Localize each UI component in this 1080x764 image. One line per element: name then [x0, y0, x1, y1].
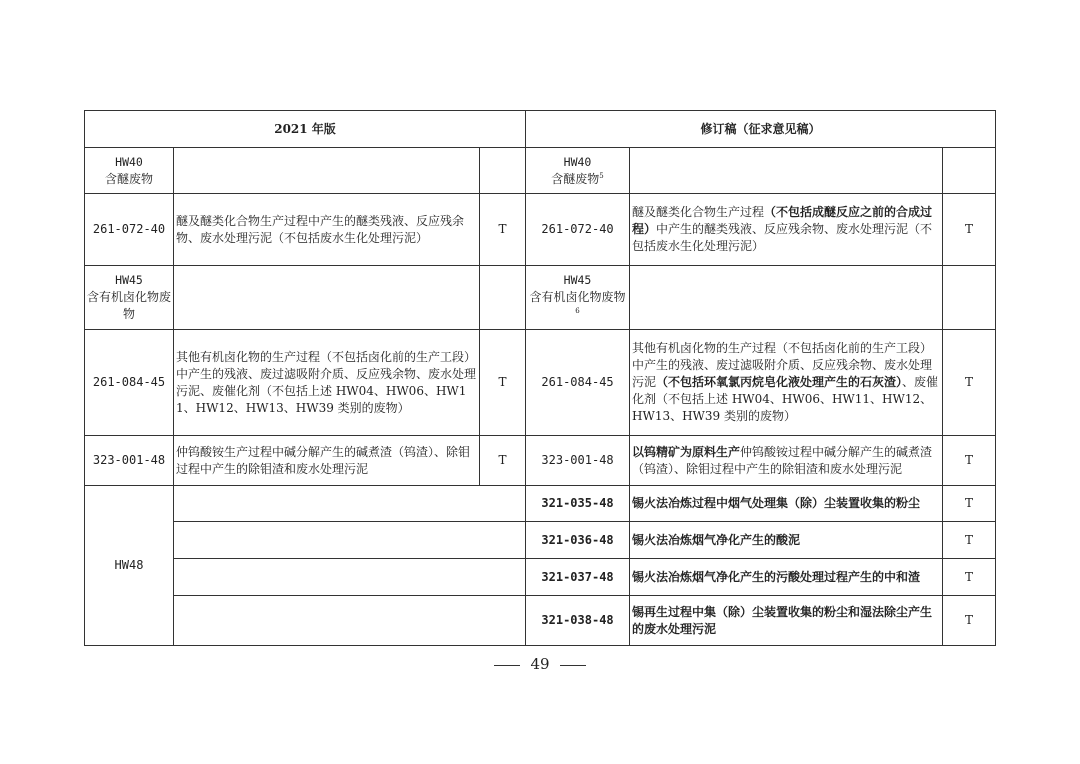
- new-category-code: HW40: [563, 154, 592, 169]
- table-row: [85, 148, 996, 194]
- new-hazard-flag: T: [943, 194, 996, 266]
- old-waste-code: 261-072-40: [85, 194, 174, 266]
- new-description: 其他有机卤化物的生产过程（不包括卤化前的生产工段）中产生的残液、废过滤吸附介质、反应残余物、废水处理污泥（不包括环氧氯丙烷皂化液处理产生的石灰渣）、废催化剂（不包括上述 HW04、HW06、HW11、HW12、HW13、HW39 类别的废物）: [630, 330, 943, 436]
- waste-comparison-table: [84, 110, 996, 646]
- new-description: [630, 266, 943, 330]
- old-hazard-flag: [480, 266, 526, 330]
- old-hazard-flag: [480, 148, 526, 194]
- new-hazard-flag: T: [943, 559, 996, 596]
- new-category-name: 含有机卤化物废物: [529, 290, 626, 304]
- table-row: [85, 559, 996, 596]
- table-row: [85, 330, 996, 436]
- old-description: 仲钨酸铵生产过程中碱分解产生的碱煮渣（钨渣）、除钼过程中产生的除钼渣和废水处理污泥: [174, 436, 480, 486]
- old-description: [174, 148, 480, 194]
- table-row: [85, 436, 996, 486]
- new-hazard-flag: [943, 266, 996, 330]
- old-waste-code: 323-001-48: [85, 436, 174, 486]
- new-waste-code: 321-035-48: [526, 486, 630, 522]
- new-category-cell: [526, 266, 630, 330]
- old-empty-cell: [174, 522, 526, 559]
- table-row: [85, 486, 996, 522]
- old-hazard-flag: T: [480, 436, 526, 486]
- new-description: 锡火法冶炼烟气净化产生的酸泥: [630, 522, 943, 559]
- footnote-marker: 5: [599, 171, 604, 180]
- hw48-category: HW48: [85, 486, 174, 646]
- old-description: 醚及醚类化合物生产过程中产生的醚类残液、反应残余物、废水处理污泥（不包括废水生化处理污泥）: [174, 194, 480, 266]
- page-number-dash-right: [560, 665, 586, 666]
- new-hazard-flag: T: [943, 330, 996, 436]
- old-description: 其他有机卤化物的生产过程（不包括卤化前的生产工段）中产生的残液、废过滤吸附介质、反应残余物、废水处理污泥、废催化剂（不包括上述 HW04、HW06、HW11、HW12、HW13、HW39 类别的废物）: [174, 330, 480, 436]
- page-number: [0, 655, 1080, 673]
- new-hazard-flag: T: [943, 522, 996, 559]
- new-waste-code: 261-072-40: [526, 194, 630, 266]
- new-description: 醚及醚类化合物生产过程（不包括成醚反应之前的合成过程）中产生的醚类残液、反应残余物、废水处理污泥（不包括废水生化处理污泥）: [630, 194, 943, 266]
- footnote-marker: 6: [575, 307, 580, 315]
- new-waste-code: 321-037-48: [526, 559, 630, 596]
- new-description: 锡火法冶炼烟气净化产生的污酸处理过程产生的中和渣: [630, 559, 943, 596]
- new-hazard-flag: [943, 148, 996, 194]
- new-waste-code: 261-084-45: [526, 330, 630, 436]
- new-hazard-flag: T: [943, 596, 996, 646]
- new-description: 锡再生过程中集（除）尘装置收集的粉尘和湿法除尘产生的废水处理污泥: [630, 596, 943, 646]
- page-number-value: 49: [530, 655, 550, 673]
- page-number-dash-left: [494, 665, 520, 666]
- new-category-code: HW45: [563, 273, 592, 287]
- old-waste-code: 261-084-45: [85, 330, 174, 436]
- old-hazard-flag: T: [480, 330, 526, 436]
- table-row: [85, 596, 996, 646]
- table-row: [85, 194, 996, 266]
- old-empty-cell: [174, 559, 526, 596]
- header-2021-version: 2021 年版: [85, 111, 526, 148]
- table-row: [85, 522, 996, 559]
- new-description: [630, 148, 943, 194]
- old-category-cell: [85, 266, 174, 330]
- old-category-cell: [85, 148, 174, 194]
- old-category-name: 含有机卤化物废物: [87, 290, 172, 321]
- new-category-name: 含醚废物: [551, 171, 600, 186]
- old-category-name: 含醚废物: [104, 171, 153, 186]
- header-revised-draft: 修订稿（征求意见稿）: [526, 111, 996, 148]
- old-category-code: HW40: [115, 154, 143, 169]
- old-category-code: HW45: [115, 273, 143, 287]
- old-description: [174, 266, 480, 330]
- old-empty-cell: [174, 486, 526, 522]
- new-description: 锡火法冶炼过程中烟气处理集（除）尘装置收集的粉尘: [630, 486, 943, 522]
- new-waste-code: 321-036-48: [526, 522, 630, 559]
- new-waste-code: 321-038-48: [526, 596, 630, 646]
- old-empty-cell: [174, 596, 526, 646]
- new-description: 以钨精矿为原料生产仲钨酸铵过程中碱分解产生的碱煮渣（钨渣）、除钼过程中产生的除钼渣和废水处理污泥: [630, 436, 943, 486]
- old-hazard-flag: T: [480, 194, 526, 266]
- table-header-row: [85, 111, 996, 148]
- new-hazard-flag: T: [943, 436, 996, 486]
- new-category-cell: [526, 148, 630, 194]
- table-row: [85, 266, 996, 330]
- new-waste-code: 323-001-48: [526, 436, 630, 486]
- new-hazard-flag: T: [943, 486, 996, 522]
